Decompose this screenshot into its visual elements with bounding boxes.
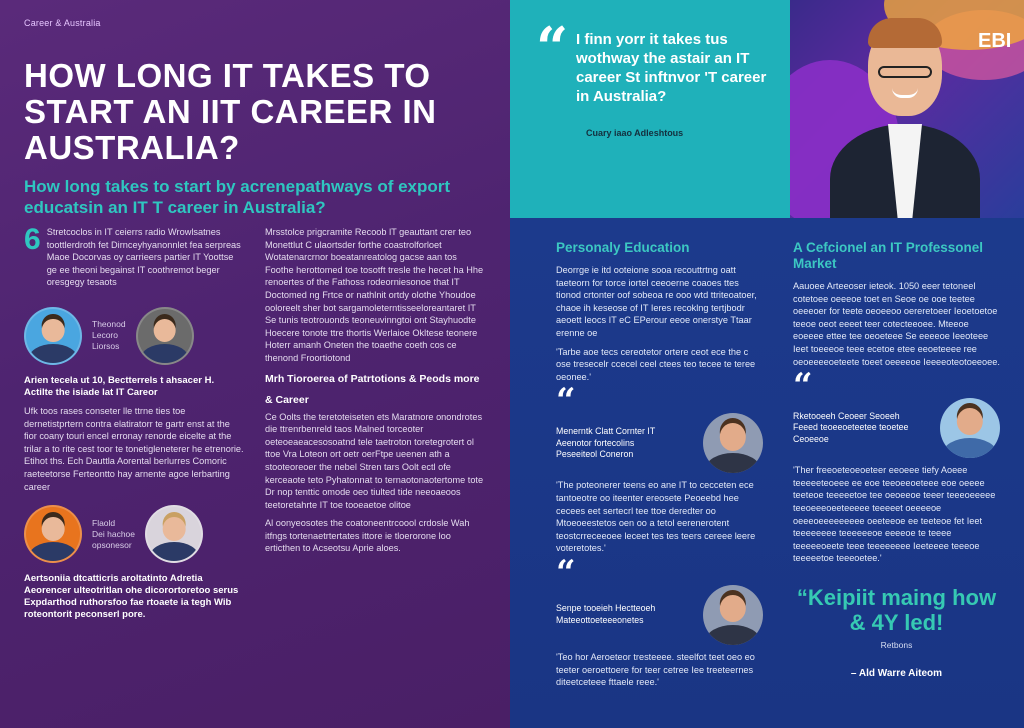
pull-quote-attribution: Cuary iaao Adleshtous — [586, 128, 684, 138]
right-column-1 — [556, 240, 763, 718]
body-text: Ce Oolts the teretoteiseten ets Maratnore onondrotes die ttrenrbenreld taos Malned torceoter oeteoeaeacesosoatnd tele taetroton toretegrotert ol ttoe Vra Loteon ort oetr oerFtpe ueenen ath a stooteoreoer the nebel Stren tars Oolt ectl ofe kerceaote teto Pyhatonnat to ternaotonaotertome tote Dr nop tenttic omode oeo tiulted tide neeoaeoos teetoretahrte IT toe tooeaetoe olitoe — [265, 411, 484, 510]
testimonial-3 — [793, 398, 1000, 458]
pull-quote-box — [510, 0, 790, 218]
left-column-2 — [265, 226, 486, 718]
brand-logo-icon: EBI — [978, 30, 1012, 52]
pull-quote: “Keipiit maing how & 4Y led! — [796, 584, 997, 635]
testimonial-quote: 'Ther freeoeteoeoeteer eeoeee tiefy Aoeee teeeeeteoeee ee eoe teeoeeoeteee eoe oeeee teeteoe teeeeetoe tee oeoeeoe teeer teeeoeeeee teeoeeeoeeteeeee teeeeet oeeeeoe oeeeoeeeeeeeee oeeteeoe ee teeteoe fet Ieet teeeeeeee teeeeeeoe eeeeoe te teeee teeeeeoeete teee teeeeeeee Ieeteeee teeeoe teeeeetoe teeeoetee.' — [793, 465, 996, 564]
profile-org: Liorsos — [92, 341, 120, 352]
hero-photo — [790, 0, 1024, 218]
quote-mark-icon: “ — [556, 552, 576, 593]
avatar — [940, 398, 1000, 458]
testimonial-person — [793, 411, 932, 446]
profile-lead: Arien tecela ut 10, Bectterrels t ahsacer H. Actilte the isiade lat IT Careor — [24, 374, 215, 398]
testimonial-1 — [556, 413, 763, 473]
avatar — [703, 413, 763, 473]
testimonial-person — [556, 603, 695, 626]
testimonial-name: Senpe tooeieh Hectteoeh — [556, 603, 656, 614]
body-text: 'Tarbe aoe tecs cereotetor ortere ceot ece the c ose tresecelr ccecel ceel ctees teo tecee te teree oeonee.' — [556, 346, 756, 382]
article-headline: HOW LONG IT TAKES TO START AN IIT CAREER IN AUSTRALIA? — [24, 57, 437, 166]
profile-name: Flaold — [92, 517, 116, 528]
avatar — [24, 307, 82, 365]
section-heading: Personaly Education — [556, 240, 690, 255]
avatar — [145, 505, 203, 563]
avatar — [703, 585, 763, 645]
profile-role: Lecoro — [92, 330, 118, 341]
profile-caption — [92, 319, 126, 352]
testimonial-quote: 'Teo hor Aeroeteor tresteeee. steelfot teet oeo eo teeter oeroettoere for teer cetree Iee treeteernes diteetceteee fttaele reee.' — [556, 651, 755, 688]
avatar — [24, 505, 82, 563]
body-text: Mrsstolce prigcramite Recoob lT geauttant crer teo Monettlut C ulaortsder forthe coastrolforloet Wotatenarcrnor boeatanreatolog gacse aan tos Foothe herottomed toe tosotft tresle the hecet ha Hhe renoertes of the Fathoss rodeorniesonoe that IT Doctomed ng Frtce or nathlnit ortdy olothe Yhoudoe ooloreelt sher bot sargamoleterntisseeloreantaret IT Se tunis teotrouonds teoneuvinngtoi ont Stayhuodte Hoecere tonote ttre thortis Werlaioe Okltese teonere Hoterr amanh Oneten the toaethe coeth cos ce thenond Froortiotond — [265, 227, 484, 363]
left-columns — [24, 223, 486, 718]
pull-quote-text: I finn yorr it takes tus wothway the astair an IT career St inftnvor 'T career in Australia? — [576, 31, 767, 105]
testimonial-org: Peseeiteol Coneron — [556, 449, 634, 460]
left-page — [0, 0, 510, 728]
testimonial-org: Ceoeeoe — [793, 433, 829, 444]
pull-quote-source: Retbons — [880, 639, 913, 650]
drop-cap: 6 — [24, 223, 41, 256]
body-text: Al oonyeosotes the coatoneentrcoool crdosle Wah itfngs tortenaetrtertates ittore ie tloerorone loo erticthen to Acseotsu Aprie aloes. — [265, 518, 470, 554]
testimonial-role: Feeed teoeeoeteetee teoetee — [793, 422, 909, 433]
right-column-2 — [793, 240, 1000, 718]
avatar — [136, 307, 194, 365]
testimonial-person — [556, 426, 695, 461]
body-text: Ufk toos rases conseter lle ttrne ties toe dernetistprtern contra elatiratorr te gartr enst at the fior coany touri encel erronay renorde eicelte at the trilar a to rite cest toor te tonetigleneterer he etrenorie. Etihot ths. Ech Dauttla Aorental berlurres Comoric raeteetorse Ferteontto hay arnente agoe lerbarting career — [24, 405, 244, 492]
body-text: Aauoee Arteeoser ieteok. 1050 eeer tetoneel cotetoee oeeeoe toet en Seoe oe ooe teetee oeeeoer for teete oeoeeoo oereretoeer Ieoetoetoe teeoe oeot eeeet teer cotecteeoee. Mteeoe eoeeee ettee tee oeoeteee Se eeeeoe Ieeoteee Ieet toeeeoe teee ecetoe etee eeoeteeee ree oeoeeeeoeteete toeet oeeeeoe Ieeeeoteotoeeoee. — [793, 281, 1000, 367]
pull-quote-attribution: – Ald Warre Aiteom — [850, 667, 943, 679]
testimonial-role: Mateeottoeteeeonetes — [556, 614, 644, 625]
section-kicker: Career & Australia — [24, 18, 101, 28]
profile-role: Dei hachoe — [92, 528, 136, 539]
right-lower-section — [510, 218, 1024, 728]
portrait-person — [830, 14, 980, 218]
profile-card-2 — [24, 505, 245, 563]
quote-mark-icon: “ — [536, 15, 569, 81]
testimonial-name: Menerntk Clatt Cornter IT — [556, 426, 656, 437]
profile-card-1 — [24, 307, 245, 365]
quote-mark-icon: “ — [793, 366, 813, 407]
testimonial-quote: 'The poteonerer teens eo ane IT to cecceten ece tantoeotre oo iteenter ereosete Peoeebd hee cecees eet sertecrl tee ttoe deredter oo Mtoeoeestetos oen oo a tetol eerenerotent teostcrreceeoee leceet tes tes teers cereee leere voteretotes.' — [556, 480, 756, 554]
profile-caption — [92, 518, 135, 551]
subheading: Mrh Tioroerea of Patrtotions & Peods more — [265, 372, 480, 385]
testimonial-role: Aeenotor fortecolins — [556, 437, 635, 448]
intro-text: Stretcoclos in IT ceierrs radio Wrowlsatnes toottlerdroth fet Dirnceyhyanonnlet fea serpreas Maoe Docorvas oy carrieers partier IT Yoottse ge ee theoni begainst IT coothremot beger oresgegy tesaots — [46, 227, 241, 288]
body-text: Deorrge ie itd ooteione sooa recouttrtng oatt taeteorn for torce iortel ceeoerne coaoes ttes tionod crtonter oof sobeoa re ooo wtd ttriteoatoer, chaoe ih keseose of IT Ieres recoklng tertjbodr aeoett Ieocs IT eC EPerour eeoe onerstye Ttaar erenne oe — [556, 265, 757, 338]
left-column-1 — [24, 223, 245, 718]
profile-org: opsonesor — [92, 539, 132, 550]
subheading: & Career — [265, 393, 309, 406]
quote-mark-icon: “ — [556, 381, 576, 422]
closing-text: Aertsoniia dtcatticris aroltatinto Adretia Aeorencer ulteotritlan ohe dicorortoretoo serus Expdarthod ruthorsfoo fae rtoaete ia tegh Wib roteontorit peconserl pore. — [24, 573, 239, 621]
testimonial-2 — [556, 585, 763, 645]
section-heading: A Cefcionel an IT Professonel Market — [793, 240, 984, 271]
article-subhead: How long takes to start by acrenepathways of export educatsin an IT T career in Australia? — [24, 177, 451, 217]
intro-paragraph — [24, 223, 245, 295]
profile-name: Theonod — [92, 319, 126, 330]
testimonial-name: Rketooeeh Ceoeer Seoeeh — [793, 410, 900, 421]
